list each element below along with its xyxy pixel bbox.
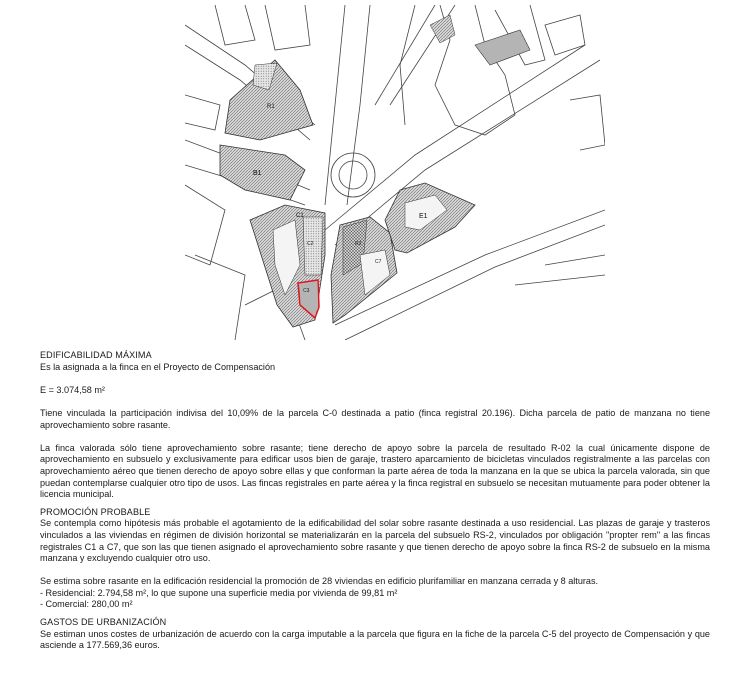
promocion-paragraph-1: Se contempla como hipótesis más probable el agotamiento de la edificabilidad del solar sobre rasante destinada a uso residencial. Las plazas de garaje y trasteros vinculados a las viviendas en régimen de división horizontal se materializarán en la parcela del subsuelo RS-2, vinculados por obligación "propter rem" a las fincas registrales C1 a C7, que son las que tienen asignado el aprovechamiento sobre rasante y que tienen derecho de apoyo sobre la finca RS-2 de subsuelo en la misma manzana y excluyendo cualquier otro uso. xyxy=(40,518,710,564)
parcel-label-c1: C1 xyxy=(296,213,304,219)
promocion-item-residencial: - Residencial: 2.794,58 m², lo que supone una superficie media por vivienda de 99,81 m² xyxy=(40,587,398,598)
edificabilidad-paragraph-2: La finca valorada sólo tiene aprovechamiento sobre rasante; tiene derecho de apoyo sobre la parcela de resultado R-02 la cual únicamente dispone de aprovechamiento en subsuelo y exclusivamente para edificar usos bien de garaje, trastero aparcamiento de bicicletas vinculados registralmente a las parcelas con aprovechamiento aéreo que tienen derecho de apoyo sobre ellas y que conforman la parte aérea de toda la manzana en la que se ubica la parcela valorada, sin que puedan contemplarse cualquier otro tipo de usos. Las fincas registrales en parte aérea y la finca registral en subsuelo se necesitan mutuamente para poder obtener la licencia municipal. xyxy=(40,442,710,500)
heading-edificabilidad: EDIFICABILIDAD MÁXIMA xyxy=(40,350,152,360)
edificabilidad-intro: Es la asignada a la finca en el Proyecto de Compensación xyxy=(40,361,276,372)
parcel-label: R2 xyxy=(355,241,362,247)
heading-promocion: PROMOCIÓN PROBABLE xyxy=(40,506,151,517)
promocion-item-comercial: - Comercial: 280,00 m² xyxy=(40,599,133,610)
parcel-label-b1: B1 xyxy=(253,170,262,177)
edificabilidad-formula: E = 3.074,58 m² xyxy=(40,384,105,395)
gastos-paragraph-1: Se estiman unos costes de urbanización de acuerdo con la carga imputable a la parcela que figura en la fiche de la parcela C-5 del proyecto de Compensación y que asciende a 177.569,36 euros. xyxy=(40,628,710,651)
parcel-label: C7 xyxy=(375,259,382,265)
site-plan-map xyxy=(185,5,605,340)
heading-gastos: GASTOS DE URBANIZACIÓN xyxy=(40,617,167,628)
promocion-paragraph-2: Se estima sobre rasante en la edificación residencial la promoción de 28 viviendas en edificio plurifamiliar en manzana cerrada y 8 alturas. xyxy=(40,576,599,587)
edificabilidad-paragraph-1: Tiene vinculada la participación indivisa del 10,09% de la parcela C-0 destinada a patio (finca registral 20.196). Dicha parcela de patio de manzana no tiene aprovechamiento sobre rasante. xyxy=(40,407,710,430)
parcel-block-b1 xyxy=(220,145,305,200)
report-body xyxy=(40,350,710,652)
parcel-label: R1 xyxy=(267,104,275,110)
parcel-label: C3 xyxy=(303,288,310,294)
parcel-label: C2 xyxy=(307,241,314,247)
parcel-label-e1: E1 xyxy=(419,213,428,220)
